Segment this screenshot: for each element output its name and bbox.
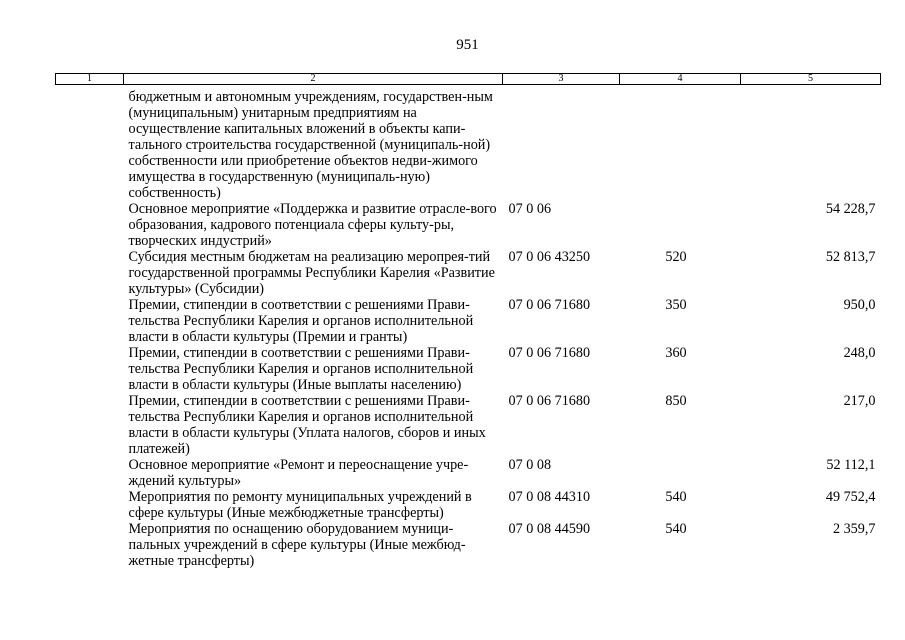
expense-type-code [620,457,741,489]
amount: 52 813,7 [825,249,876,265]
table-row [56,521,881,569]
table-row [56,201,881,249]
table-row [56,249,881,297]
amount: 248,0 [843,345,876,361]
target-code [503,85,620,202]
amount: 217,0 [843,393,876,409]
amount: 49 752,4 [825,489,876,505]
budget-table [55,73,881,569]
amount [741,85,881,202]
target-code: 07 0 08 44310 [508,489,591,505]
target-code: 07 0 06 71680 [508,393,591,409]
table-row [56,345,881,393]
row-index-cell [56,345,124,393]
row-index-cell [56,297,124,345]
target-code: 07 0 06 71680 [508,345,591,361]
expense-type-code: 540 [665,489,687,505]
target-code: 07 0 08 [508,457,552,473]
page-number: 951 [456,37,479,53]
expense-type-code: 350 [665,297,687,313]
column-number-3: 3 [503,74,620,85]
expense-type-code: 850 [665,393,687,409]
target-code: 07 0 08 44590 [508,521,591,537]
target-code: 07 0 06 71680 [508,297,591,313]
expense-type-code: 360 [665,345,687,361]
expense-name: Основное мероприятие «Ремонт и переоснащение учре-ждений культуры» [128,457,469,489]
row-index-cell [56,85,124,202]
table-row [56,457,881,489]
expense-name: Мероприятия по ремонту муниципальных учреждений в сфере культуры (Иные межбюджетные трансферты) [128,489,472,521]
target-code: 07 0 06 [508,201,552,217]
expense-name: Основное мероприятие «Поддержка и развитие отрасле-вого образования, кадрового потенциала сферы культу-ры, творческих индустрий» [128,201,497,249]
table-row [56,297,881,345]
expense-name: бюджетным и автономным учреждениям, государствен-ным (муниципальным) унитарным предприятиям на осуществление капитальных вложений в объекты капи-тального строительства государственной (муниципаль-ной) собственности или приобретение объектов недви-жимого имущества в государственную (муниципаль-ную) собственность) [128,89,493,201]
expense-name: Мероприятия по оснащению оборудованием муници-пальных учреждений в сфере культуры (Иные межбюд-жетные трансферты) [128,521,466,569]
row-index-cell [56,521,124,569]
expense-type-code [620,201,741,249]
expense-type-code [620,85,741,202]
amount: 2 359,7 [832,521,876,537]
row-index-cell [56,489,124,521]
expense-type-code: 520 [665,249,687,265]
expense-name: Субсидия местным бюджетам на реализацию меропрея-тий государственной программы Республики Карелия «Развитие культуры» (Субсидии) [128,249,495,297]
amount: 54 228,7 [825,201,876,217]
header-row [56,74,881,85]
row-index-cell [56,249,124,297]
row-index-cell [56,457,124,489]
column-number-2: 2 [124,74,503,85]
column-number-5: 5 [741,74,881,85]
column-number-1: 1 [56,74,124,85]
table-header [56,74,881,85]
amount: 52 112,1 [826,457,876,473]
table-row [56,489,881,521]
expense-name: Премии, стипендии в соответствии с решениями Прави-тельства Республики Карелия и органов исполнительной власти в области культуры (Иные выплаты населению) [128,345,474,393]
row-index-cell [56,393,124,457]
amount: 950,0 [843,297,876,313]
column-number-4: 4 [620,74,741,85]
table-body [56,85,881,570]
expense-name: Премии, стипендии в соответствии с решениями Прави-тельства Республики Карелия и органов исполнительной власти в области культуры (Уплата налогов, сборов и иных платежей) [128,393,486,457]
table-row [56,393,881,457]
expense-name: Премии, стипендии в соответствии с решениями Прави-тельства Республики Карелия и органов исполнительной власти в области культуры (Премии и гранты) [128,297,474,345]
row-index-cell [56,201,124,249]
expense-type-code: 540 [665,521,687,537]
target-code: 07 0 06 43250 [508,249,591,265]
table-row [56,85,881,202]
